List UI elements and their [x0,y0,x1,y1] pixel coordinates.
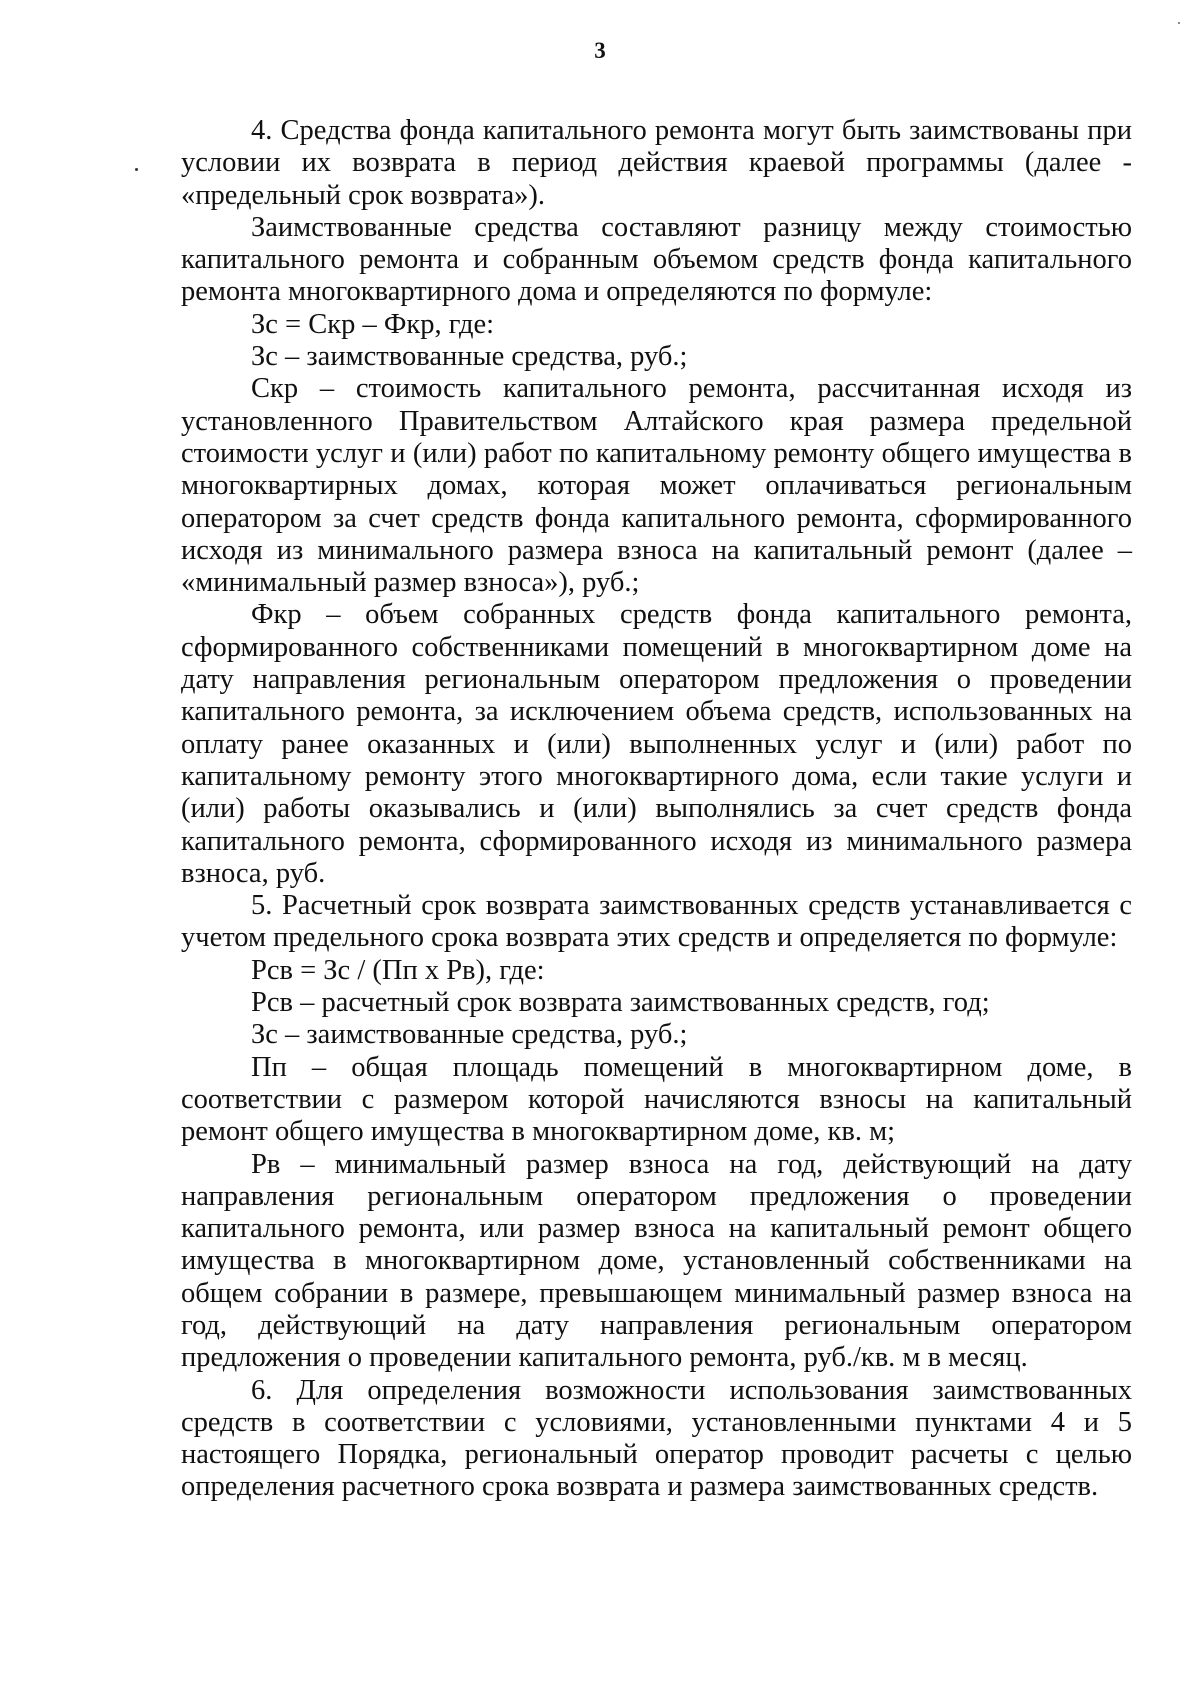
formula-term-zs-2: Зс – заимствованные средства, руб.; [251,1019,688,1051]
scan-speck [1178,22,1180,24]
paragraph-clause-4: 4. Средства фонда капитального ремонта могут быть заимствованы при условии их возврата в период действия краевой программы (далее - «предельный срок возврата»). [181,115,1132,211]
formula-term-rv: Рв – минимальный размер взноса на год, действующий на дату направления региональным оператором предложения о проведении капитального ремонта, или размер взноса на капитальный ремонт общего имущества в многоквартирном доме, установленный собственниками на общем собрании в размере, превышающем минимальный размер взноса на год, действующий на дату направления региональным оператором предложения о проведении капитального ремонта, руб./кв. м в месяц. [181,1148,1132,1374]
formula-term-pp: Пп – общая площадь помещений в многоквартирном доме, в соответствии с размером которой начисляются взносы на капитальный ремонт общего имущества в многоквартирном доме, кв. м; [181,1051,1132,1148]
page-number: 3 [594,38,606,63]
paragraph-clause-6: 6. Для определения возможности использования заимствованных средств в соответствии с условиями, установленными пунктами 4 и 5 настоящего Порядка, региональный оператор проводит расчеты с целью определения расчетного срока возврата и размера заимствованных средств. [181,1374,1132,1503]
formula-term-rsv: Рсв – расчетный срок возврата заимствованных средств, год; [251,987,990,1019]
paragraph-clause-5: 5. Расчетный срок возврата заимствованных средств устанавливается с учетом предельного срока возврата этих средств и определяется по формуле: [181,890,1132,954]
document-body [181,115,1132,1504]
paragraph-borrowed-funds-definition: Заимствованные средства составляют разницу между стоимостью капитального ремонта и собранным объемом средств фонда капитального ремонта многоквартирного дома и определяются по формуле: [181,211,1132,308]
formula-term-zs: Зс – заимствованные средства, руб.; [251,341,688,373]
formula-term-skr: Скр – стоимость капитального ремонта, рассчитанная исходя из установленного Правительством Алтайского края размера предельной стоимости услуг и (или) работ по капитальному ремонту общего имущества в многоквартирных домах, которая может оплачиваться региональным оператором за счет средств фонда капитального ремонта, сформированного исходя из минимального размера взноса на капитальный ремонт (далее – «минимальный размер взноса»), руб.; [181,373,1132,599]
formula-term-fkr: Фкр – объем собранных средств фонда капитального ремонта, сформированного собственниками помещений в многоквартирном доме на дату направления региональным оператором предложения о проведении капитального ремонта, за исключением объема средств, использованных на оплату ранее оказанных и (или) выполненных услуг и (или) работ по капитальному ремонту этого многоквартирного дома, если такие услуги и (или) работы оказывались и (или) выполнялись за счет средств фонда капитального ремонта, сформированного исходя из минимального размера взноса, руб. [181,599,1132,889]
formula-borrowed-funds: Зс = Скр – Фкр, где: [251,308,495,340]
scan-speck [135,168,138,171]
formula-return-term: Рсв = Зс / (Пп х Рв), где: [251,954,545,986]
